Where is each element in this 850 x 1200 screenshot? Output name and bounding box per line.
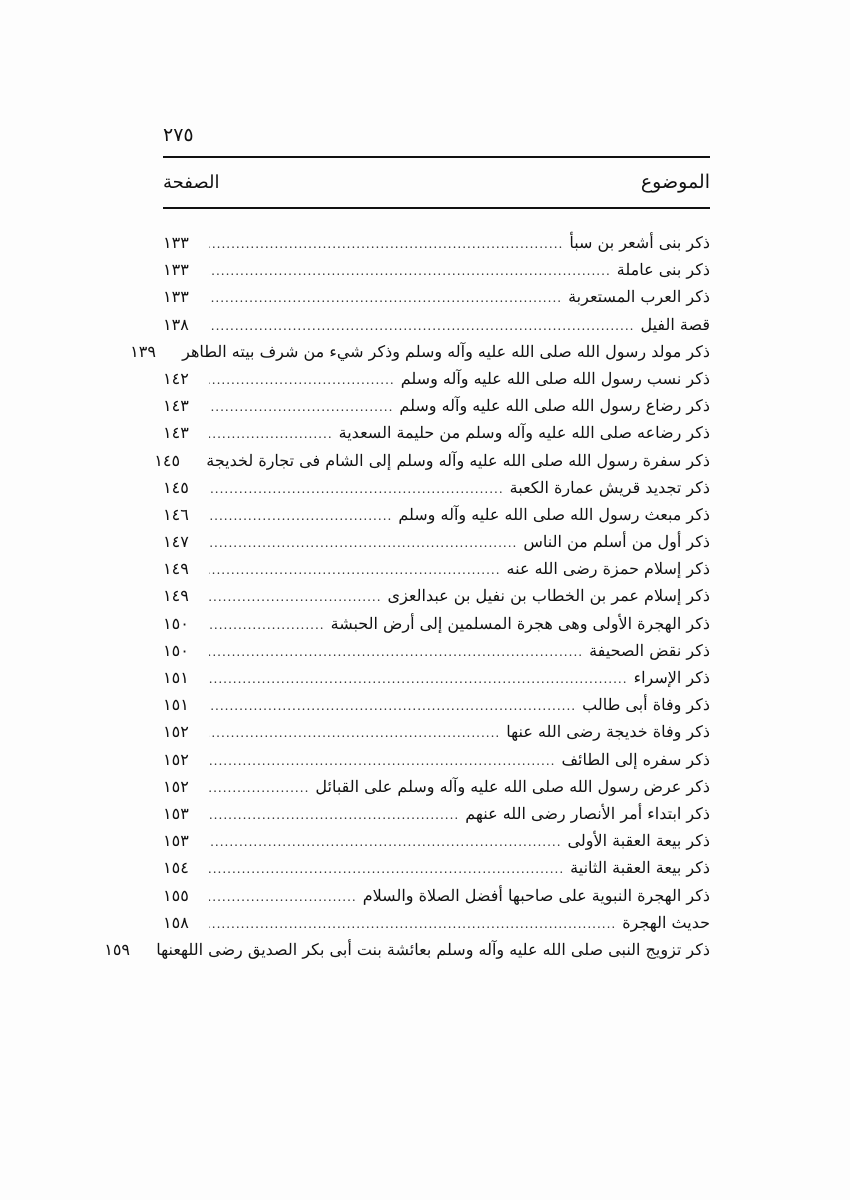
toc-entry bbox=[163, 664, 710, 691]
toc-entry-page: ١٣٩ bbox=[130, 341, 156, 361]
toc-entry-title: ذكر تجديد قريش عمارة الكعبة bbox=[509, 477, 710, 497]
toc-entry-page: ١٥٠ bbox=[163, 640, 189, 660]
toc-entry-title: ذكر مبعث رسول الله صلى الله عليه وآله وسلم bbox=[398, 504, 710, 524]
toc-entry bbox=[163, 283, 710, 310]
toc-entry bbox=[163, 528, 710, 555]
toc-entry bbox=[163, 909, 710, 936]
dot-leader bbox=[209, 476, 504, 503]
toc-entry-page: ١٣٣ bbox=[163, 287, 189, 307]
dot-leader bbox=[209, 557, 501, 584]
toc-entry-page: ١٥١ bbox=[163, 668, 189, 687]
toc-entry-title: ذكر إسلام حمزة رضى الله عنه bbox=[506, 559, 710, 579]
dot-leader bbox=[209, 748, 555, 775]
toc-entry-title: ذكر بنى عاملة bbox=[616, 260, 710, 280]
toc-entry-title: ذكر وفاة خديجة رضى الله عنها bbox=[506, 722, 710, 742]
dot-leader bbox=[209, 313, 634, 340]
toc-entry-page: ١٤٥ bbox=[154, 450, 181, 470]
toc-entry-title: ذكر نقض الصحيفة bbox=[589, 640, 710, 660]
toc-entry-page: ١٥٢ bbox=[163, 776, 189, 796]
toc-entry bbox=[163, 827, 710, 854]
toc-entry-page: ١٤٦ bbox=[163, 504, 189, 524]
toc-entry bbox=[163, 501, 710, 528]
toc-entry-page: ١٥٤ bbox=[163, 858, 189, 878]
toc-entry-title: ذكر بيعة العقبة الأولى bbox=[567, 831, 710, 851]
dot-leader bbox=[209, 530, 517, 557]
toc-entry bbox=[163, 311, 710, 338]
toc-entry bbox=[163, 637, 710, 664]
page-number: ٢٧٥ bbox=[163, 124, 194, 146]
toc-entry-page: ١٥٢ bbox=[163, 722, 189, 742]
toc-entry-page: ١٤٩ bbox=[163, 559, 189, 579]
dot-leader bbox=[209, 285, 562, 312]
toc-entry-page: ١٤٥ bbox=[163, 477, 189, 497]
dot-leader bbox=[209, 258, 611, 285]
toc-entry-title: ذكر رضاعه صلى الله عليه وآله وسلم من حليمة السعدية bbox=[338, 423, 710, 443]
dot-leader bbox=[209, 367, 395, 394]
dot-leader bbox=[209, 503, 392, 530]
header-bottom-rule bbox=[163, 207, 710, 209]
dot-leader bbox=[209, 693, 576, 720]
toc-entry-page: ١٥٠ bbox=[163, 613, 189, 633]
toc-entry-title: ذكر تزويج النبى صلى الله عليه وآله وسلم بعائشة بنت أبى بكر الصديق رضى اللهعنها bbox=[156, 939, 710, 959]
toc-entry-title: حديث الهجرة bbox=[622, 912, 710, 932]
toc-entry bbox=[163, 365, 710, 392]
toc-entry-title: ذكر الهجرة النبوية على صاحبها أفضل الصلاة والسلام bbox=[362, 885, 710, 905]
toc-entry-title: ذكر وفاة أبى طالب bbox=[582, 695, 710, 715]
toc-entry bbox=[163, 800, 710, 827]
dot-leader bbox=[209, 720, 500, 747]
toc-entry bbox=[163, 256, 710, 283]
dot-leader bbox=[209, 612, 325, 639]
toc-entry bbox=[163, 392, 710, 419]
toc-entry-title: ذكر رضاع رسول الله صلى الله عليه وآله وسلم bbox=[399, 396, 710, 416]
dot-leader bbox=[209, 584, 382, 611]
toc-entry-page: ١٣٣ bbox=[163, 260, 189, 280]
toc-entry-page: ١٤٣ bbox=[163, 396, 189, 416]
toc-entry bbox=[163, 610, 710, 637]
header-top-rule bbox=[163, 156, 710, 158]
dot-leader bbox=[209, 421, 333, 448]
toc-entry-page: ١٣٣ bbox=[163, 233, 189, 252]
toc-entry bbox=[163, 854, 710, 881]
table-of-contents bbox=[104, 229, 710, 963]
dot-leader bbox=[209, 856, 564, 883]
toc-entry-title: ذكر أول من أسلم من الناس bbox=[523, 532, 710, 552]
toc-entry bbox=[163, 229, 710, 256]
toc-entry-page: ١٥٨ bbox=[163, 912, 189, 932]
dot-leader bbox=[209, 231, 563, 258]
toc-entry-title: ذكر بنى أشعر بن سبأ bbox=[569, 233, 710, 252]
toc-entry-title: ذكر سفرة رسول الله صلى الله عليه وآله وسلم إلى الشام فى تجارة لخديجة bbox=[206, 450, 710, 470]
dot-leader bbox=[209, 639, 583, 666]
toc-entry-title: ذكر الهجرة الأولى وهى هجرة المسلمين إلى أرض الحبشة bbox=[330, 613, 710, 633]
toc-entry-title: ذكر عرض رسول الله صلى الله عليه وآله وسلم على القبائل bbox=[315, 776, 710, 796]
column-header-subject: الموضوع bbox=[640, 171, 710, 193]
toc-entry bbox=[163, 773, 710, 800]
toc-entry-page: ١٣٨ bbox=[163, 314, 189, 334]
toc-entry bbox=[104, 936, 710, 963]
toc-entry-page: ١٥٢ bbox=[163, 749, 189, 769]
dot-leader bbox=[209, 884, 357, 911]
toc-entry-page: ١٤٩ bbox=[163, 586, 189, 606]
dot-leader bbox=[209, 394, 393, 421]
toc-entry bbox=[163, 746, 710, 773]
toc-entry-page: ١٤٢ bbox=[163, 368, 189, 388]
toc-entry-title: ذكر الإسراء bbox=[633, 668, 710, 687]
dot-leader bbox=[209, 775, 309, 802]
toc-entry bbox=[163, 555, 710, 582]
toc-entry-page: ١٥١ bbox=[163, 695, 189, 715]
column-header-page: الصفحة bbox=[163, 172, 220, 193]
toc-entry bbox=[163, 691, 710, 718]
toc-entry-title: ذكر مولد رسول الله صلى الله عليه وآله وسلم وذكر شيء من شرف بيته الطاهر bbox=[182, 341, 710, 361]
dot-leader bbox=[209, 802, 459, 829]
toc-entry-page: ١٥٩ bbox=[104, 939, 131, 959]
dot-leader bbox=[209, 829, 562, 856]
dot-leader bbox=[209, 911, 616, 938]
toc-entry-page: ١٥٣ bbox=[163, 831, 189, 851]
toc-entry-title: ذكر إسلام عمر بن الخطاب بن نفيل بن عبدالعزى bbox=[387, 586, 710, 606]
toc-entry-page: ١٥٣ bbox=[163, 803, 189, 823]
toc-entry bbox=[163, 882, 710, 909]
toc-entry bbox=[154, 447, 710, 474]
toc-entry bbox=[130, 338, 710, 365]
toc-entry-title: ذكر بيعة العقبة الثانية bbox=[570, 858, 710, 878]
toc-entry-title: ذكر نسب رسول الله صلى الله عليه وآله وسلم bbox=[400, 368, 710, 388]
toc-entry-title: قصة الفيل bbox=[640, 314, 710, 334]
toc-entry bbox=[163, 419, 710, 446]
toc-entry bbox=[163, 474, 710, 501]
toc-entry bbox=[163, 718, 710, 745]
toc-entry-page: ١٥٥ bbox=[163, 885, 189, 905]
toc-entry bbox=[163, 582, 710, 609]
toc-entry-title: ذكر سفره إلى الطائف bbox=[561, 749, 710, 769]
dot-leader bbox=[209, 666, 628, 693]
toc-entry-title: ذكر العرب المستعربة bbox=[568, 287, 710, 307]
toc-entry-page: ١٤٧ bbox=[163, 532, 189, 552]
toc-entry-title: ذكر ابتداء أمر الأنصار رضى الله عنهم bbox=[465, 803, 710, 823]
toc-entry-page: ١٤٣ bbox=[163, 423, 189, 443]
